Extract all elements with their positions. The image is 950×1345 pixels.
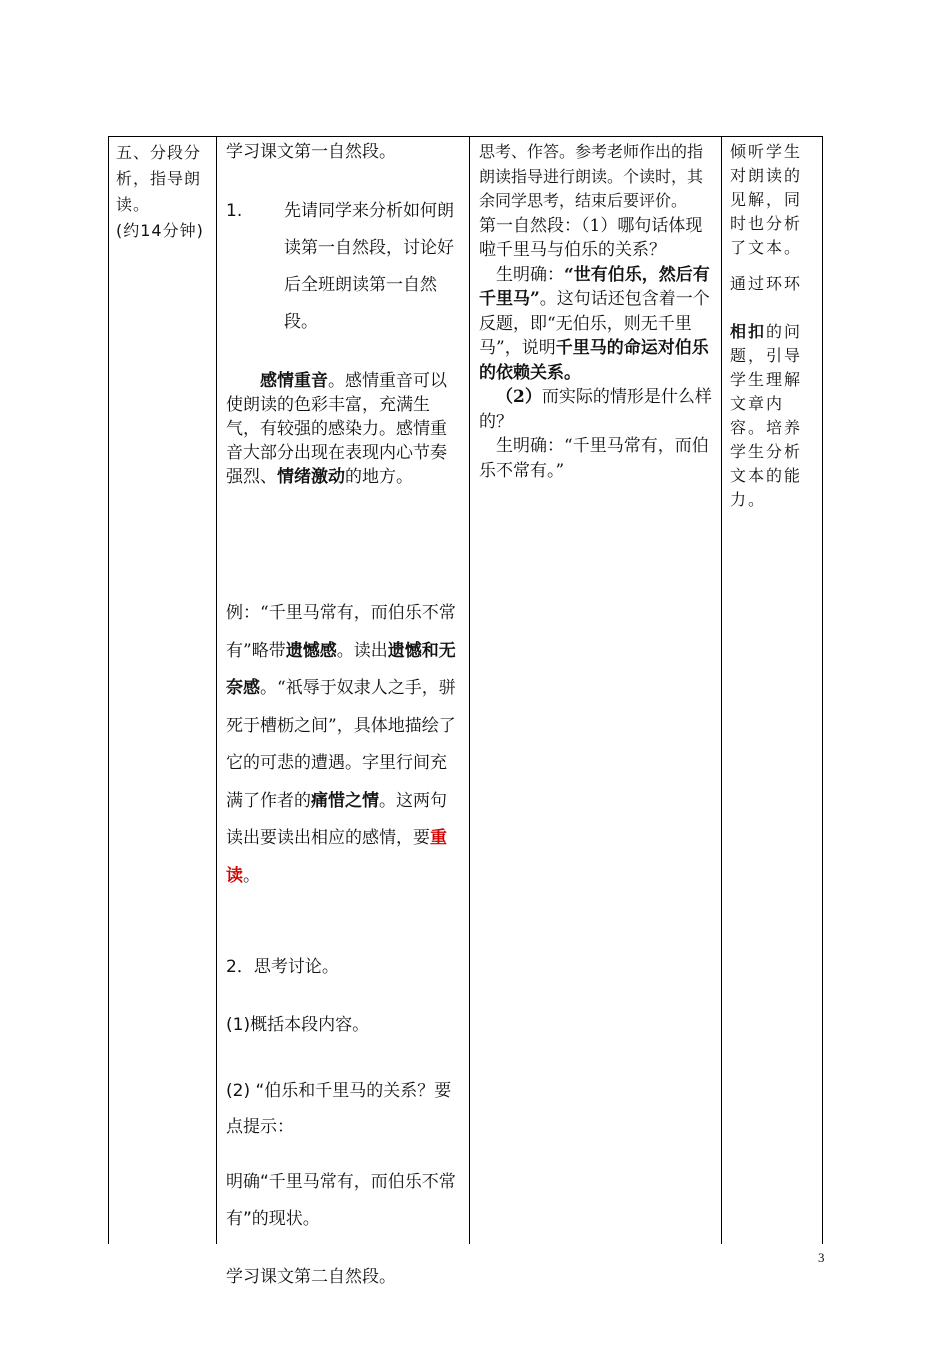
question-actual-situation: （2）而实际的情形是什么样的？ <box>479 387 712 432</box>
question-2: (2) “伯乐和千里马的关系？要点提示： <box>226 1081 452 1137</box>
intent-analysis: 通过环环相扣的问题，引导学生理解文章内容。培养学生分析文本的能力。 <box>730 274 803 509</box>
step-1 <box>226 199 462 341</box>
table-left-border <box>108 136 109 1244</box>
student-instructions: 思考、作答。参考老师作出的指朗读指导进行朗读。个读时，其余同学思考，结束后要评价。 <box>479 142 704 210</box>
question-1: (1)概括本段内容。 <box>226 1015 370 1035</box>
answer-text: 明确“千里马常有，而伯乐不常有”的现状。 <box>226 1172 456 1229</box>
student-activity-cell <box>479 140 717 483</box>
question-which-sentence: 第一自然段：（1）哪句话体现啦千里马与伯乐的关系？ <box>479 215 703 260</box>
column-divider-1 <box>216 136 217 1244</box>
step-1-text: 先请同学来分析如何朗读第一自然段，讨论好后全班朗读第一自然段。 <box>284 201 454 332</box>
design-intent-cell <box>730 140 816 512</box>
stage-heading: 五、分段分析，指导朗读。 <box>116 143 202 214</box>
example-paragraph: 例：“千里马常有，而伯乐不常有”略带遗憾感。读出遗憾和无奈感。“祇辱于奴隶人之手，骈死于槽枥之间”，具体地描绘了它的可悲的遭遇。字里行间充满了作者的痛惜之情。这两句读出要读出相应的感情，要重读。 <box>226 603 456 886</box>
quote-bole: “世有伯乐，然后有千里马” <box>479 264 710 309</box>
column-divider-2 <box>469 136 470 1244</box>
next-section-intro: 学习课文第二自然段。 <box>226 1267 396 1287</box>
step-1-number: 1. <box>226 201 243 221</box>
column-divider-3 <box>721 136 722 1244</box>
emotion-stress-term: 感情重音 <box>260 371 328 391</box>
stage-time: (约14分钟) <box>116 221 204 240</box>
student-answer-1: 生明确：“世有伯乐，然后有千里马”。这句话还包含着一个反题，即“无伯乐，则无千里马”，说明千里马的命运对伯乐的依赖关系。 <box>479 264 710 383</box>
highlight-sorrow: 痛惜之情 <box>311 790 379 811</box>
stage-cell <box>116 140 212 244</box>
emotion-stress-key: 情绪激动 <box>277 467 345 487</box>
emotion-stress-desc: 。感情重音可以使朗读的色彩丰富，充满生气，有较强的感染力。感情重音大部分出现在表现内心节奏强烈、 <box>226 371 447 487</box>
intent-listen: 倾听学生对朗读的见解，同时也分析了文本。 <box>730 142 803 257</box>
highlight-regret-helpless: 遗憾和无奈感 <box>226 640 456 698</box>
emotion-stress-paragraph <box>226 369 462 489</box>
step-2: 2．思考讨论。 <box>226 957 339 977</box>
highlight-interlocking: 相扣 <box>730 322 767 341</box>
highlight-regret: 遗憾感 <box>285 640 337 661</box>
table-right-border <box>822 136 823 1244</box>
student-answer-2: 生明确：“千里马常有，而伯乐不常有。” <box>479 436 709 481</box>
teacher-activity-cell <box>226 140 462 1229</box>
section-intro: 学习课文第一自然段。 <box>226 142 396 162</box>
page-number: 3 <box>818 1250 825 1265</box>
dependency-conclusion: 千里马的命运对伯乐的依赖关系。 <box>479 338 709 383</box>
emotion-stress-end: 的地方。 <box>345 467 413 487</box>
highlight-stress-read: 重读 <box>226 828 447 886</box>
